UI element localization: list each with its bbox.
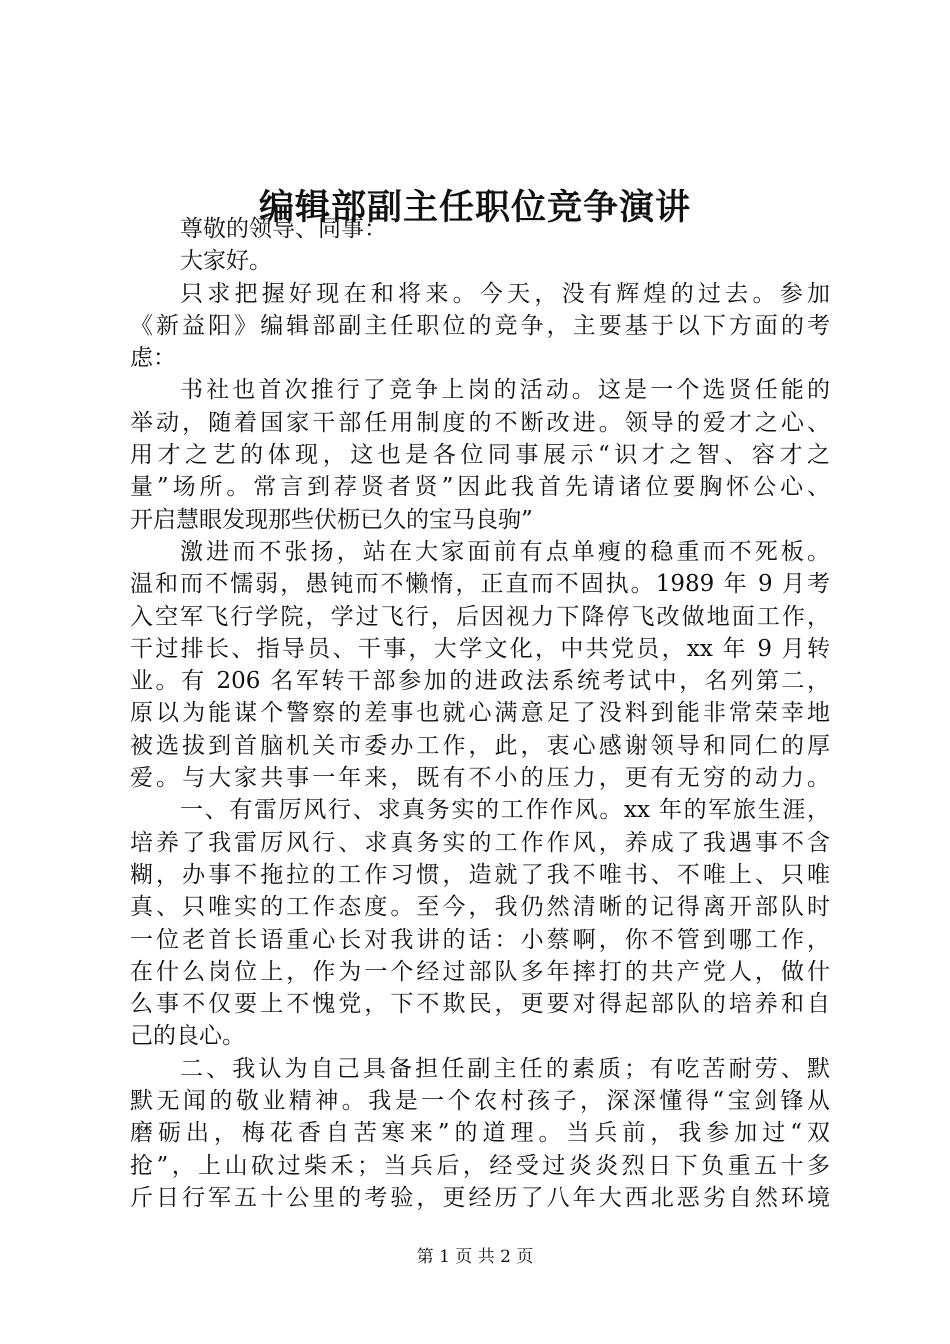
text-line: 用才之艺的体现，这也是各位同事展示“识才之智、容才之: [130, 442, 830, 469]
text-line: 温和而不懦弱，愚钝而不懒惰，正直而不固执。1989 年 9 月考: [130, 571, 830, 598]
text-line: 只求把握好现在和将来。今天，没有辉煌的过去。参加: [180, 280, 830, 307]
text-line: 培养了我雷厉风行、求真务实的工作作风，养成了我遇事不含: [130, 829, 830, 856]
text-line: 糊，办事不拖拉的工作习惯，造就了我不唯书、不唯上、只唯: [130, 861, 830, 888]
text-line: 真、只唯实的工作态度。至今，我仍然清晰的记得离开部队时: [130, 894, 830, 921]
text-line: 己的良心。: [130, 1023, 245, 1050]
text-line: 斤日行军五十公里的考验，更经历了八年大西北恶劣自然环境: [130, 1184, 830, 1211]
document-body: [130, 213, 830, 1214]
text-line: 么事不仅要上不愧党，下不欺民，更要对得起部队的培养和自: [130, 991, 830, 1018]
text-line: 量”场所。常言到荐贤者贤”因此我首先请诸位要胸怀公心、: [130, 474, 830, 501]
text-line: 爱。与大家共事一年来，既有不小的压力，更有无穷的动力。: [130, 765, 830, 792]
text-line: 书社也首次推行了竞争上岗的活动。这是一个选贤任能的: [180, 377, 830, 404]
text-line: 一位老首长语重心长对我讲的话：小蔡啊，你不管到哪工作，: [130, 926, 830, 953]
text-line: 原以为能谋个警察的差事也就心满意足了没料到能非常荣幸地: [130, 700, 830, 727]
text-line: 激进而不张扬，站在大家面前有点单瘦的稳重而不死板。: [180, 538, 830, 565]
text-line: 业。有 206 名军转干部参加的进政法系统考试中，名列第二，: [130, 668, 830, 695]
text-line: 在什么岗位上，作为一个经过部队多年摔打的共产党人，做什: [130, 958, 830, 985]
text-line: 举动，随着国家干部任用制度的不断改进。领导的爱才之心、: [130, 409, 830, 436]
text-line: 一、有雷厉风行、求真务实的工作作风。xx 年的军旅生涯，: [180, 797, 830, 824]
page-footer: 第 1 页 共 2 页: [416, 1247, 534, 1267]
text-line: 抢”，上山砍过柴禾；当兵后，经受过炎炎烈日下负重五十多: [130, 1152, 830, 1179]
text-line: 开启慧眼发现那些伏枥已久的宝马良驹”: [130, 506, 533, 533]
text-line: 二、我认为自己具备担任副主任的素质；有吃苦耐劳、默: [180, 1055, 830, 1082]
document-title: 编辑部副主任职位竞争演讲: [258, 187, 691, 228]
text-line: 默无闻的敬业精神。我是一个农村孩子，深深懂得“宝剑锋从: [130, 1088, 830, 1115]
text-line: 磨砺出，梅花香自苦寒来”的道理。当兵前，我参加过“双: [130, 1120, 830, 1147]
text-line: 干过排长、指导员、干事，大学文化，中共党员，xx 年 9 月转: [130, 635, 830, 662]
text-line: 被选拔到首脑机关市委办工作，此，衷心感谢领导和同仁的厚: [130, 732, 830, 759]
text-line: 尊敬的领导、同事：: [180, 216, 387, 242]
text-line: 《新益阳》编辑部副主任职位的竞争，主要基于以下方面的考: [130, 312, 830, 339]
text-line: 入空军飞行学院，学过飞行，后因视力下降停飞改做地面工作，: [130, 603, 830, 630]
text-line: 大家好。: [180, 248, 272, 275]
text-line: 虑：: [130, 345, 176, 372]
